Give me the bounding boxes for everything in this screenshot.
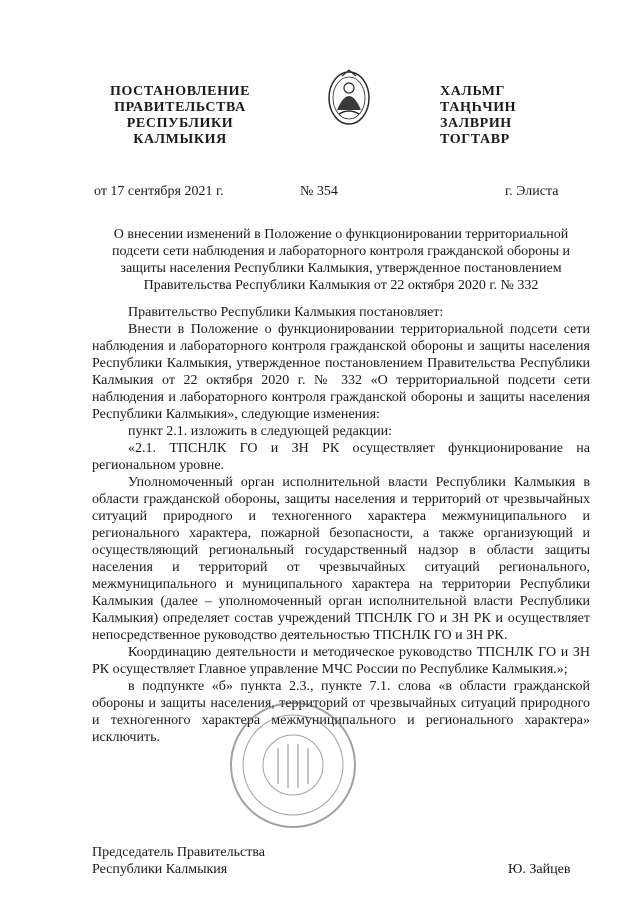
body-paragraph: «2.1. ТПСНЛК ГО и ЗН РК осуществляет функционирование на региональном уровне. [92, 441, 590, 473]
title-line: защиты населения Республики Калмыкия, утвержденное постановлением [120, 261, 562, 276]
header-left-line: КАЛМЫКИЯ [133, 132, 227, 147]
header-right-line: ЗАЛВРИН [440, 116, 512, 131]
title-line: подсети сети наблюдения и лабораторного контроля гражданской обороны и [112, 244, 570, 259]
header-right-line: ХАЛЬМГ [440, 84, 506, 99]
body-paragraph: в подпункте «б» пункта 2.3., пункте 7.1. слова «в области гражданской обороны и защиты населения, территорий от чрезвычайных ситуаций природного и техногенного характера межмуниципального и регионального характера» исключить. [92, 679, 590, 745]
official-stamp-icon [228, 700, 358, 830]
document-title [92, 226, 590, 294]
header-left-line: РЕСПУБЛИКИ [126, 116, 234, 131]
document-body [92, 304, 590, 746]
body-paragraph: Внести в Положение о функционировании территориальной подсети сети наблюдения и лабораторного контроля гражданской обороны и защиты населения Республики Калмыкия, утвержденное постановлением Правительства Республики Калмыкия от 22 октября 2020 г. № 332 «О территориальной подсети сети наблюдения и лабораторного контроля гражданской обороны и защиты населения Республики Калмыкия», следующие изменения: [92, 322, 590, 422]
document-number: № 354 [300, 184, 338, 199]
signature-position-line: Председатель Правительства [92, 845, 265, 860]
header-right-title [440, 84, 560, 148]
header-right-line: ТАҢҺЧИН [440, 100, 517, 115]
title-line: О внесении изменений в Положение о функционировании территориальной [113, 227, 569, 242]
signature-position-line: Республики Калмыкия [92, 862, 228, 877]
body-paragraph: Уполномоченный орган исполнительной власти Республики Калмыкия в области гражданской обороны, защиты населения и территорий от чрезвычайных ситуаций природного и техногенного характера межмуниципального и регионального характера, пожарной безопасности, а также организующий и осуществляющий региональный государственный надзор в области защиты населения и территорий от чрезвычайных ситуаций регионального, межмуниципального и муниципального характера на территории Республики Калмыкия (далее – уполномоченный орган исполнительной власти Республики Калмыкия) определяет состав учреждений ТПСНЛК ГО и ЗН РК и осуществляет непосредственное руководство деятельностью ТПСНЛК ГО и ЗН РК. [92, 475, 590, 643]
document-date: от 17 сентября 2021 г. [94, 184, 224, 199]
signature-name: Ю. Зайцев [508, 862, 571, 877]
document-city: г. Элиста [505, 184, 559, 199]
emblem-icon [324, 64, 374, 132]
header-left-line: ПРАВИТЕЛЬСТВА [114, 100, 246, 115]
signature-position [92, 844, 265, 878]
body-paragraph: пункт 2.1. изложить в следующей редакции: [128, 424, 392, 439]
header-right-line: ТОГТАВР [440, 132, 510, 147]
body-paragraph: Координацию деятельности и методическое руководство ТПСНЛК ГО и ЗН РК осуществляет Главное управление МЧС России по Республике Калмыкия.»; [92, 645, 590, 677]
header-left-title [100, 84, 260, 148]
header-left-line: ПОСТАНОВЛЕНИЕ [109, 84, 251, 99]
title-line: Правительства Республики Калмыкия от 22 октября 2020 г. № 332 [143, 278, 539, 293]
body-paragraph: Правительство Республики Калмыкия постановляет: [128, 305, 444, 320]
